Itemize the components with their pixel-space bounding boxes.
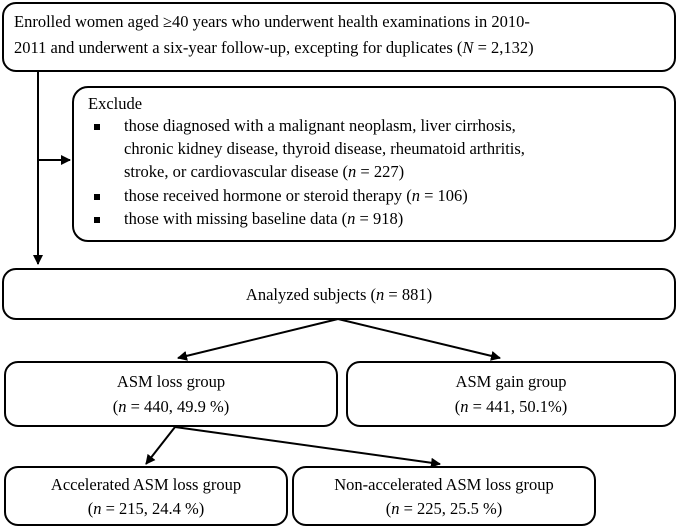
exclude-item-2: those received hormone or steroid therapy (n = 106) [124,186,468,205]
bullet-icon [94,124,100,130]
arrow-analyzed-to-gain [338,319,500,358]
exclude-item-3: those with missing baseline data (n = 918) [124,209,404,228]
bullet-icon [94,217,100,223]
nonaccelerated-loss-title: Non-accelerated ASM loss group [334,475,554,494]
asm-gain-box [346,361,676,427]
exclude-item-1-line-1: those diagnosed with a malignant neoplasm, liver cirrhosis, [124,116,516,135]
accelerated-loss-title: Accelerated ASM loss group [50,475,242,494]
asm-loss-title: ASM loss group [116,372,226,391]
analyzed-box [2,268,676,320]
accelerated-loss-box [4,466,288,526]
asm-loss-box [4,361,338,427]
asm-gain-count: (n = 441, 50.1%) [454,397,568,416]
asm-gain-title: ASM gain group [455,372,567,391]
enrolled-line-1: Enrolled women aged ≥40 years who underwent health examinations in 2010- [14,12,530,31]
arrow-loss-to-accelerated [146,427,175,464]
enrolled-box [2,2,676,72]
nonaccelerated-loss-box [292,466,596,526]
exclude-box [72,86,676,242]
exclude-item-1-line-3: stroke, or cardiovascular disease (n = 227) [124,162,405,181]
bullet-icon [94,194,100,200]
arrow-loss-to-nonaccelerated [175,427,440,464]
arrow-analyzed-to-loss [178,319,338,358]
exclude-heading: Exclude [88,94,143,113]
analyzed-label: Analyzed subjects (n = 881) [245,285,433,304]
nonaccelerated-loss-count: (n = 225, 25.5 %) [385,499,503,518]
enrolled-line-2: 2011 and underwent a six-year follow-up, excepting for duplicates (N = 2,132) [14,38,534,57]
accelerated-loss-count: (n = 215, 24.4 %) [87,499,205,518]
exclude-item-1-line-2: chronic kidney disease, thyroid disease, rheumatoid arthritis, [124,139,525,158]
asm-loss-count: (n = 440, 49.9 %) [112,397,230,416]
